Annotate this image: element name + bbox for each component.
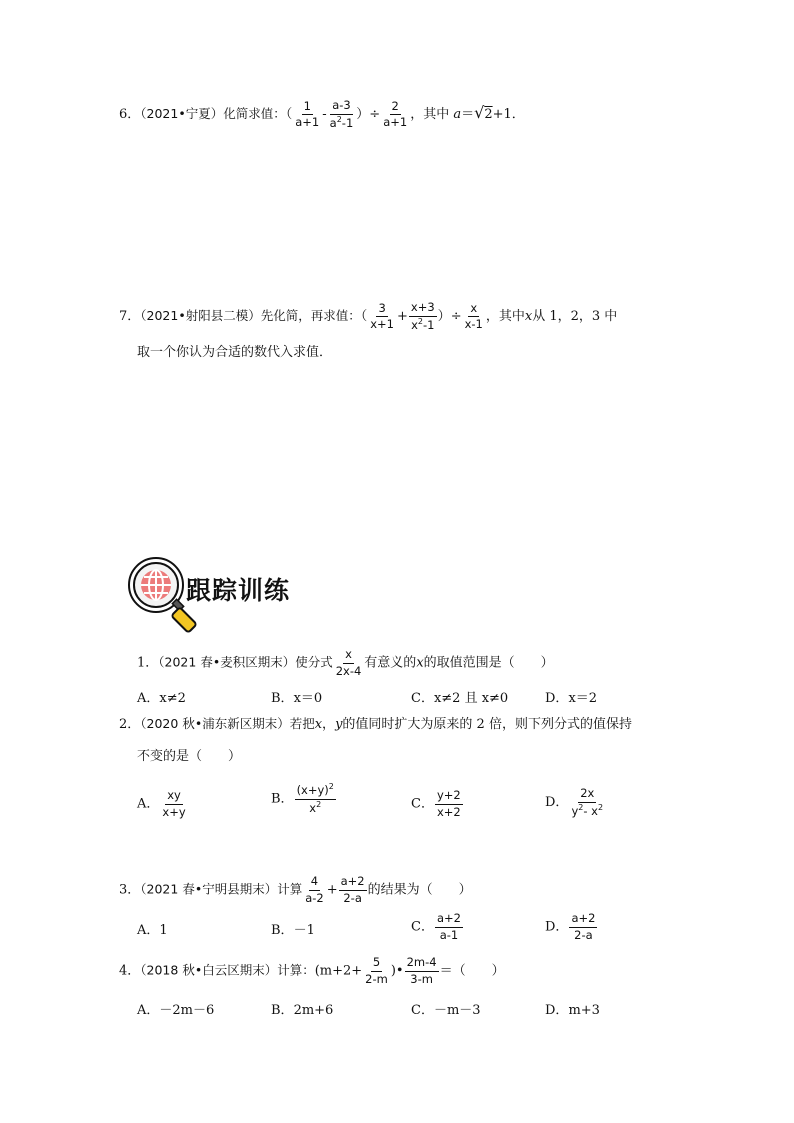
fraction xyxy=(463,301,485,333)
question-number: 6． xyxy=(119,107,141,123)
exponent: 2 xyxy=(597,802,604,812)
fraction xyxy=(409,300,437,333)
question-text: 的值同时扩大为原来的 2 倍，则下列分式的值保持 xyxy=(342,717,632,732)
option-label: A． xyxy=(137,796,160,812)
right-paren: ） xyxy=(437,309,451,325)
denominator-mid: - x xyxy=(583,803,598,818)
option-text: －1 xyxy=(293,923,315,938)
operator: - xyxy=(322,107,327,123)
question-number: 1． xyxy=(137,655,159,671)
fraction xyxy=(368,301,396,333)
denominator: 3-m xyxy=(410,971,433,986)
question-number: 7． xyxy=(119,309,141,325)
question-source: （2021 春•宁明县期末）计算 xyxy=(140,881,303,897)
option-text: 2m+6 xyxy=(293,1003,334,1018)
practice-1 xyxy=(137,647,554,679)
left-paren: （ xyxy=(360,309,368,325)
question-text: ＝（ ） xyxy=(439,963,505,979)
operator: • xyxy=(395,963,404,979)
option-label: B． xyxy=(271,1003,294,1018)
denominator-tail: -1 xyxy=(423,317,435,332)
expression-part: ) xyxy=(390,963,396,979)
variable: a xyxy=(453,107,462,123)
operator: ÷ xyxy=(450,309,462,325)
practice-4 xyxy=(119,955,505,987)
option-label: C． xyxy=(411,1003,434,1018)
option-text: x＝2 xyxy=(568,691,598,706)
option-label: C． xyxy=(411,691,434,706)
question-source: （2021•射阳县二模）先化简，再求值： xyxy=(140,308,361,324)
exponent: 2 xyxy=(578,802,584,812)
option-c[interactable] xyxy=(411,788,464,820)
option-label: A． xyxy=(137,691,160,706)
option-b[interactable] xyxy=(271,999,333,1018)
numerator: x xyxy=(343,647,354,664)
option-d[interactable] xyxy=(545,911,598,943)
option-label: D． xyxy=(545,1003,569,1018)
numerator-base: (x+y) xyxy=(296,783,329,797)
fraction xyxy=(160,788,187,820)
fraction xyxy=(295,782,336,816)
fraction xyxy=(569,786,605,819)
fraction xyxy=(328,98,356,131)
fraction xyxy=(363,955,390,987)
fraction xyxy=(339,874,367,906)
option-c[interactable] xyxy=(411,999,481,1018)
exponent: 2 xyxy=(336,114,342,124)
fraction xyxy=(381,99,409,131)
question-number: 2． xyxy=(119,717,141,732)
option-text: x≠2 且 x≠0 xyxy=(433,691,509,706)
option-label: B． xyxy=(271,923,294,938)
operator: + xyxy=(397,309,408,325)
option-d[interactable] xyxy=(545,999,600,1018)
fraction xyxy=(435,911,463,943)
numerator: 3 xyxy=(376,301,387,318)
denominator-base: x xyxy=(411,317,418,332)
option-label: C． xyxy=(411,919,434,935)
operator: ＝ xyxy=(461,107,475,123)
exponent: 2 xyxy=(417,316,423,326)
numerator: 1 xyxy=(302,99,313,116)
question-number: 3． xyxy=(119,882,141,898)
option-text: x≠2 xyxy=(159,691,186,706)
variable: y xyxy=(335,717,343,732)
option-a[interactable] xyxy=(137,999,214,1018)
right-paren: ） xyxy=(356,107,370,123)
option-text: －m－3 xyxy=(433,1003,481,1018)
operator: ÷ xyxy=(369,107,381,123)
denominator: x+y xyxy=(162,804,186,819)
numerator: x+3 xyxy=(409,300,437,317)
option-label: A． xyxy=(137,923,160,938)
option-b[interactable] xyxy=(271,687,322,706)
fraction xyxy=(569,911,597,943)
question-text: 的取值范围是（ ） xyxy=(423,655,554,671)
question-6 xyxy=(119,98,525,131)
exponent: 2 xyxy=(328,782,334,791)
exponent: 2 xyxy=(316,799,322,809)
fraction xyxy=(334,647,364,679)
option-b[interactable] xyxy=(271,782,337,816)
condition-text: ，其中 xyxy=(485,309,525,325)
option-label: C． xyxy=(411,796,434,812)
option-text: 1 xyxy=(159,923,168,938)
numerator: y+2 xyxy=(435,788,463,805)
question-7-line-2: 取一个你认为合适的数代入求值． xyxy=(137,345,333,360)
numerator: 2m-4 xyxy=(405,955,439,972)
denominator: a+1 xyxy=(295,115,320,130)
denominator: x+2 xyxy=(436,804,461,819)
punctuation: ， xyxy=(322,717,336,732)
numerator: 2x xyxy=(578,786,596,803)
option-a[interactable] xyxy=(137,687,186,706)
numerator: 4 xyxy=(309,874,320,891)
numerator: x xyxy=(468,301,479,318)
fraction xyxy=(303,874,326,906)
denominator xyxy=(409,317,436,334)
left-paren: （ xyxy=(285,107,293,123)
numerator: 5 xyxy=(371,955,382,972)
question-7 xyxy=(119,300,617,333)
numerator: a+2 xyxy=(435,911,463,928)
denominator-tail: -1 xyxy=(341,115,354,130)
option-text: x＝0 xyxy=(293,691,323,706)
operator: + xyxy=(326,882,338,898)
variable: x xyxy=(314,717,323,732)
option-d[interactable] xyxy=(545,786,606,819)
practice-2-line-2: 不变的是（ ） xyxy=(137,749,242,764)
fraction xyxy=(293,99,321,131)
numerator: a+2 xyxy=(569,911,597,928)
option-c[interactable] xyxy=(411,911,464,943)
denominator: a-2 xyxy=(305,890,324,905)
numerator xyxy=(295,782,336,800)
denominator-base: a xyxy=(329,115,337,130)
expression-part: (m+2+ xyxy=(314,963,363,979)
denominator xyxy=(569,803,605,820)
denominator xyxy=(328,115,356,132)
numerator: a-3 xyxy=(330,98,353,115)
denominator: a+1 xyxy=(383,115,408,130)
question-source: （2021 春•麦积区期末）使分式 xyxy=(158,654,333,670)
sqrt-value: 2 xyxy=(484,107,493,123)
option-a[interactable] xyxy=(137,788,189,820)
option-text: m+3 xyxy=(568,1003,600,1018)
option-label: D． xyxy=(545,691,569,706)
condition-tail: +1． xyxy=(492,107,525,123)
question-source: （2021•宁夏）化简求值： xyxy=(140,106,286,122)
option-c[interactable] xyxy=(411,687,508,706)
option-label: B． xyxy=(271,791,294,807)
section-title: 跟踪训练 xyxy=(186,576,291,605)
question-text: 有意义的 xyxy=(364,655,417,671)
condition-text: ，其中 xyxy=(410,107,454,123)
denominator: 2x-4 xyxy=(335,663,362,678)
fraction xyxy=(405,955,439,987)
fraction xyxy=(435,788,463,820)
option-d[interactable] xyxy=(545,687,597,706)
denominator: 2-a xyxy=(343,890,362,905)
denominator: 2-m xyxy=(365,971,388,986)
practice-3 xyxy=(119,874,472,906)
condition-text: 从 1，2，3 中 xyxy=(532,309,618,325)
question-number: 4． xyxy=(119,963,141,979)
denominator: x-1 xyxy=(464,317,483,332)
denominator: a-1 xyxy=(439,927,459,942)
denominator-base: y xyxy=(571,803,579,818)
option-label: D． xyxy=(545,919,569,935)
question-source: （2018 秋•白云区期末）计算： xyxy=(140,962,315,978)
numerator: xy xyxy=(165,788,183,805)
option-b[interactable] xyxy=(271,919,315,938)
denominator xyxy=(307,800,323,817)
variable: x xyxy=(416,655,424,671)
denominator: x+1 xyxy=(370,317,394,332)
option-a[interactable] xyxy=(137,919,168,938)
numerator: 2 xyxy=(390,99,401,116)
option-label: A． xyxy=(137,1003,160,1018)
denominator-base: x xyxy=(309,800,317,815)
option-label: D． xyxy=(545,795,569,811)
option-text: －2m－6 xyxy=(159,1003,215,1018)
practice-2 xyxy=(119,718,632,731)
denominator: 2-a xyxy=(574,927,593,942)
sqrt-sign: √ xyxy=(474,103,485,123)
variable: x xyxy=(524,309,533,325)
question-text: 的结果为（ ） xyxy=(367,882,472,898)
option-label: B． xyxy=(271,691,294,706)
question-source: （2020 秋•浦东新区期末）若把 xyxy=(140,716,315,731)
numerator: a+2 xyxy=(339,874,367,891)
